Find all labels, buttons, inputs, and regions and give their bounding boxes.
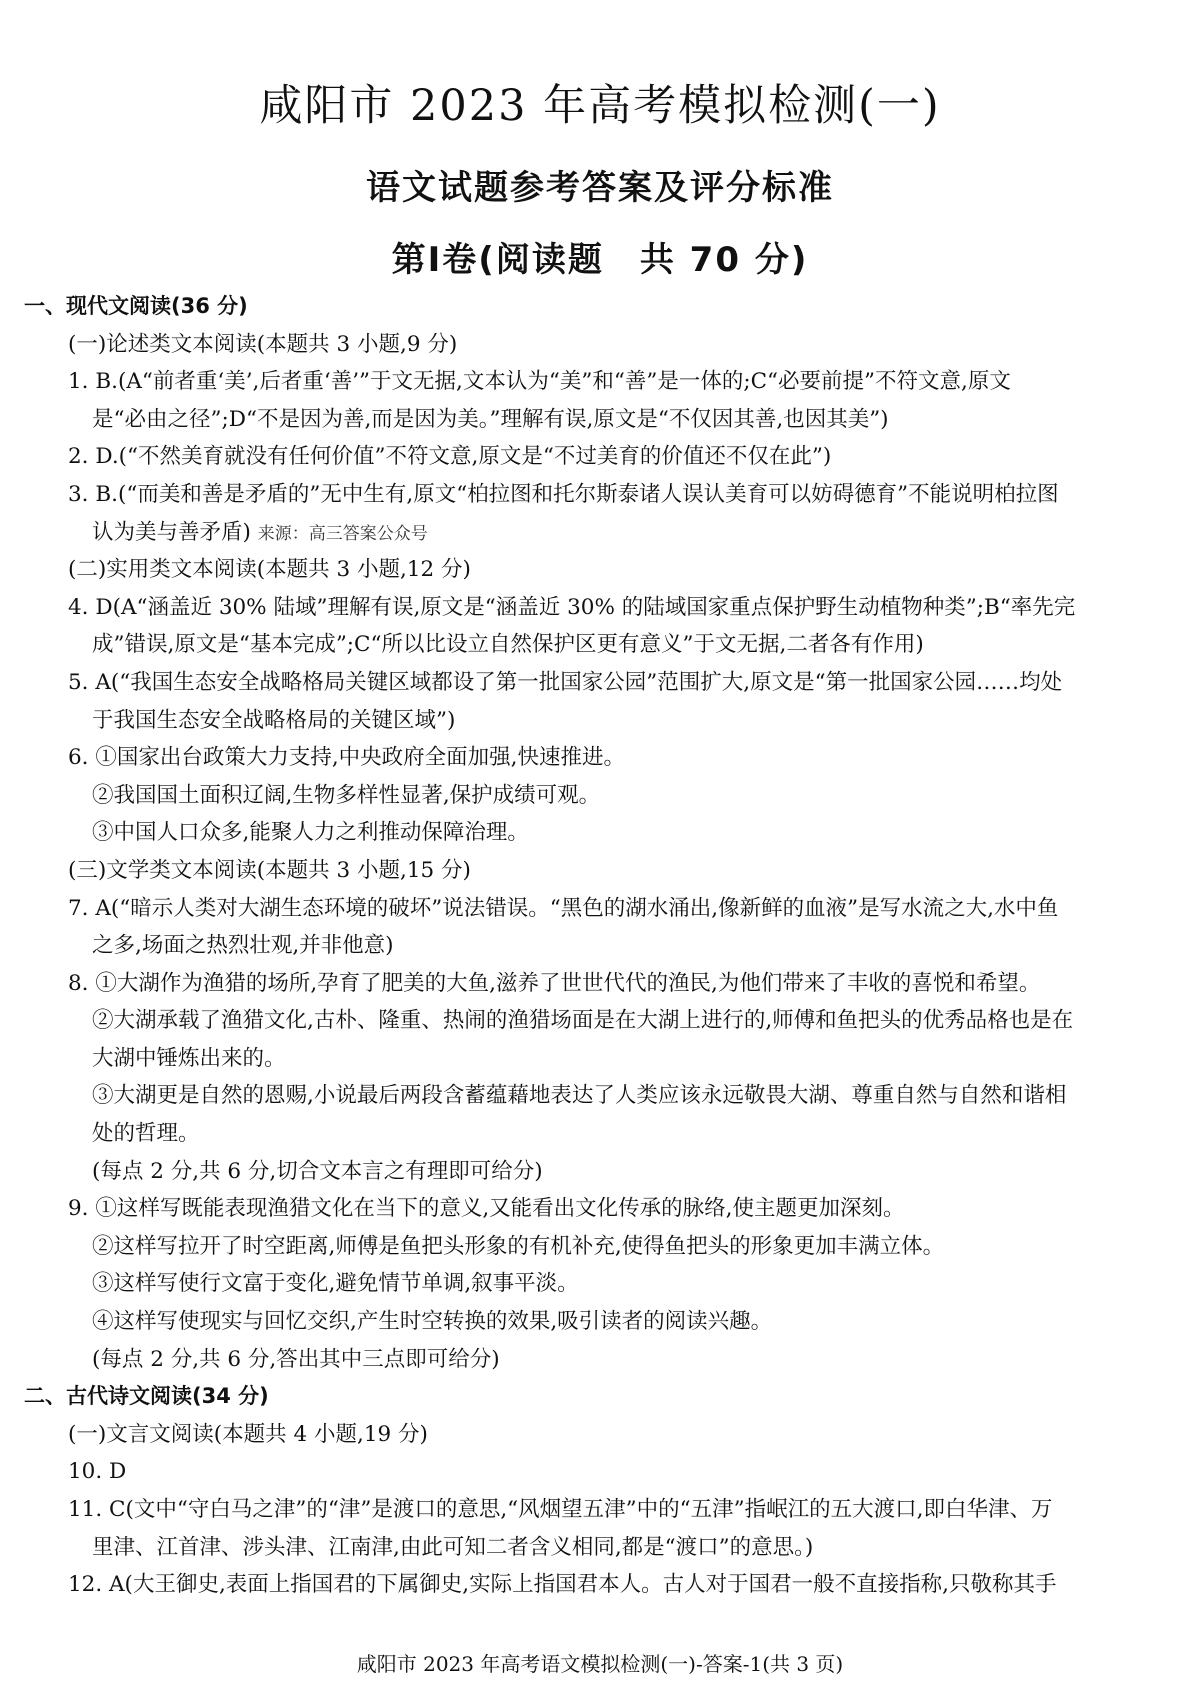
answer-line: 8. ①大湖作为渔猎的场所,孕育了肥美的大鱼,滋养了世世代代的渔民,为他们带来了丰收的喜悦和希望。 <box>68 970 1041 996</box>
answer-line: ④这样写使现实与回忆交织,产生时空转换的效果,吸引读者的阅读兴趣。 <box>92 1309 773 1335</box>
answer-line: 大湖中锤炼出来的。 <box>92 1045 286 1071</box>
subsection-heading: (一)论述类文本阅读(本题共 3 小题,9 分) <box>68 331 458 357</box>
answer-line: 7. A(“暗示人类对大湖生态环境的破坏”说法错误。“黑色的湖水涌出,像新鲜的血液”是写水流之大,水中鱼 <box>68 895 1059 921</box>
source-note: 来源：高三答案公众号 <box>257 523 428 544</box>
document-subtitle: 语文试题参考答案及评分标准 <box>366 168 834 208</box>
answer-line: ③大湖更是自然的恩赐,小说最后两段含蓄蕴藉地表达了人类应该永远敬畏大湖、尊重自然与自然和谐相 <box>92 1083 1067 1109</box>
subsection-heading: (二)实用类文本阅读(本题共 3 小题,12 分) <box>68 557 471 583</box>
answer-line: 是“必由之径”;D“不是因为善,而是因为美。”理解有误,原文是“不仅因其善,也因其美”) <box>92 406 889 432</box>
answer-text: 认为美与善矛盾) <box>92 519 251 545</box>
answer-line: ②大湖承载了渔猎文化,古朴、隆重、热闹的渔猎场面是在大湖上进行的,师傅和鱼把头的优秀品格也是在 <box>92 1008 1074 1034</box>
scoring-note: (每点 2 分,共 6 分,切合文本言之有理即可给分) <box>92 1158 543 1184</box>
answer-line <box>24 514 1160 552</box>
answer-line: ②这样写拉开了时空距离,师傅是鱼把头形象的有机补充,使得鱼把头的形象更加丰满立体。 <box>92 1233 945 1259</box>
answer-line: 成”错误,原文是“基本完成”;C“所以比设立自然保护区更有意义”于文无据,二者各有作用) <box>92 632 924 658</box>
answer-line: 9. ①这样写既能表现渔猎文化在当下的意义,又能看出文化传承的脉络,使主题更加深刻。 <box>68 1196 905 1222</box>
answer-line: 里津、江首津、涉头津、江南津,由此可知二者含义相同,都是“渡口”的意思。) <box>92 1534 814 1560</box>
answer-line: 1. B.(A“前者重‘美’,后者重‘善’”于文无据,文本认为“美”和“善”是一体的;C“必要前提”不符文意,原文 <box>68 369 1011 395</box>
answer-line: 处的哲理。 <box>92 1121 200 1147</box>
scoring-note: (每点 2 分,共 6 分,答出其中三点即可给分) <box>92 1346 500 1372</box>
section-heading: 二、古代诗文阅读(34 分) <box>24 1384 269 1409</box>
answer-line: 2. D.(“不然美育就没有任何价值”不符文意,原文是“不过美育的价值还不仅在此”) <box>68 444 832 470</box>
answer-line: ③中国人口众多,能聚人力之利推动保障治理。 <box>92 820 529 846</box>
answer-line: 12. A(大王御史,表面上指国君的下属御史,实际上指国君本人。古人对于国君一般不直接指称,只敬称其手 <box>68 1572 1057 1598</box>
answer-line: 于我国生态安全战略格局的关键区域”) <box>92 707 456 733</box>
section-heading: 一、现代文阅读(36 分) <box>24 294 248 318</box>
subsection-heading: (一)文言文阅读(本题共 4 小题,19 分) <box>68 1421 428 1447</box>
answer-line: ②我国国土面积辽阔,生物多样性显著,保护成绩可观。 <box>92 782 601 808</box>
page-footer: 咸阳市 2023 年高考语文模拟检测(一)-答案-1(共 3 页) <box>356 1652 844 1676</box>
subsection-heading: (三)文学类文本阅读(本题共 3 小题,15 分) <box>68 857 471 883</box>
answer-line: 10. D <box>68 1459 127 1485</box>
document-title: 咸阳市 2023 年高考模拟检测(一) <box>259 81 941 131</box>
answer-line: 11. C(文中“守白马之津”的“津”是渡口的意思,“风烟望五津”中的“五津”指岷江的五大渡口,即白华津、万 <box>68 1497 1053 1522</box>
answer-line: 6. ①国家出台政策大力支持,中央政府全面加强,快速推进。 <box>68 745 626 771</box>
answer-line: 5. A(“我国生态安全战略格局关键区域都设了第一批国家公园”范围扩大,原文是“第一批国家公园……均处 <box>68 669 1063 695</box>
answer-line: 之多,场面之热烈壮观,并非他意) <box>92 933 394 959</box>
answer-body <box>24 288 1160 1604</box>
answer-line: 4. D(A“涵盖近 30% 陆域”理解有误,原文是“涵盖近 30% 的陆域国家重点保护野生动植物种类”;B“率先完 <box>68 594 1076 620</box>
part-heading: 第Ⅰ卷(阅读题 共 70 分) <box>391 240 809 280</box>
answer-line: ③这样写使行文富于变化,避免情节单调,叙事平淡。 <box>92 1271 579 1297</box>
answer-line: 3. B.(“而美和善是矛盾的”无中生有,原文“柏拉图和托尔斯泰诸人误认美育可以妨碍德育”不能说明柏拉图 <box>68 481 1059 507</box>
